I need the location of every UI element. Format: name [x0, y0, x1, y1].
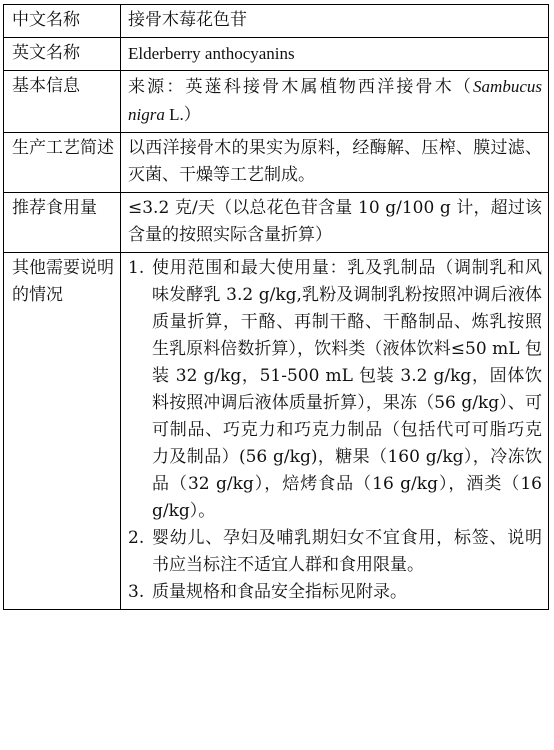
value-process: 以西洋接骨木的果实为原料，经酶解、压榨、膜过滤、灭菌、干燥等工艺制成。 [121, 133, 549, 193]
list-item [128, 579, 542, 606]
table-row-chinese-name [4, 5, 549, 38]
notes-list [128, 255, 542, 606]
table-row-dosage [4, 193, 549, 253]
list-item-number: 1. [128, 258, 145, 278]
value-dosage: ≤3.2 克/天（以总花色苷含量 10 g/100 g 计，超过该含量的按照实际含量折算） [121, 193, 549, 253]
table-row-process [4, 133, 549, 193]
label-english-name: 英文名称 [4, 38, 121, 71]
list-item-number: 2. [128, 528, 145, 548]
label-dosage: 推荐食用量 [4, 193, 121, 253]
list-item-number: 3. [128, 582, 145, 602]
latin-species-name: Sambucus nigra [128, 77, 542, 124]
table-row-basic-info [4, 71, 549, 133]
source-text: 来源：英蒾科接骨木属植物西洋接骨木（ [128, 77, 474, 97]
list-item [128, 255, 542, 525]
value-other [121, 253, 549, 610]
ingredient-info-table [3, 4, 549, 610]
label-basic-info: 基本信息 [4, 71, 121, 133]
list-item [128, 525, 542, 579]
list-item-text: 使用范围和最大使用量：乳及乳制品（调制乳和风味发酵乳 3.2 g/kg,乳粉及调制乳粉按照冲调后液体质量折算，干酪、再制干酪、干酪制品、炼乳按照生乳原料倍数折算），饮料类（液体饮料≤50 mL 包装 32 g/kg，51-500 mL 包装 3.2 g/kg，固体饮料按照冲调后液体质量折算），果冻（56 g/kg）、可可制品、巧克力和巧克力制品（包括代可可脂巧克力及制品）(56 g/kg)，糖果（160 g/kg），冷冻饮品（32 g/kg），焙烤食品（16 g/kg），酒类（16 g/kg）。 [152, 258, 542, 521]
species-authority: L.） [164, 105, 201, 124]
label-chinese-name: 中文名称 [4, 5, 121, 38]
label-process: 生产工艺简述 [4, 133, 121, 193]
list-item-text: 婴幼儿、孕妇及哺乳期妇女不宜食用，标签、说明书应当标注不适宜人群和食用限量。 [152, 528, 542, 575]
table-row-other [4, 253, 549, 610]
table-row-english-name [4, 38, 549, 71]
value-basic-info [121, 71, 549, 133]
value-chinese-name: 接骨木莓花色苷 [121, 5, 549, 38]
list-item-text: 质量规格和食品安全指标见附录。 [152, 582, 407, 602]
value-english-name: Elderberry anthocyanins [121, 38, 549, 71]
label-other: 其他需要说明的情况 [4, 253, 121, 610]
